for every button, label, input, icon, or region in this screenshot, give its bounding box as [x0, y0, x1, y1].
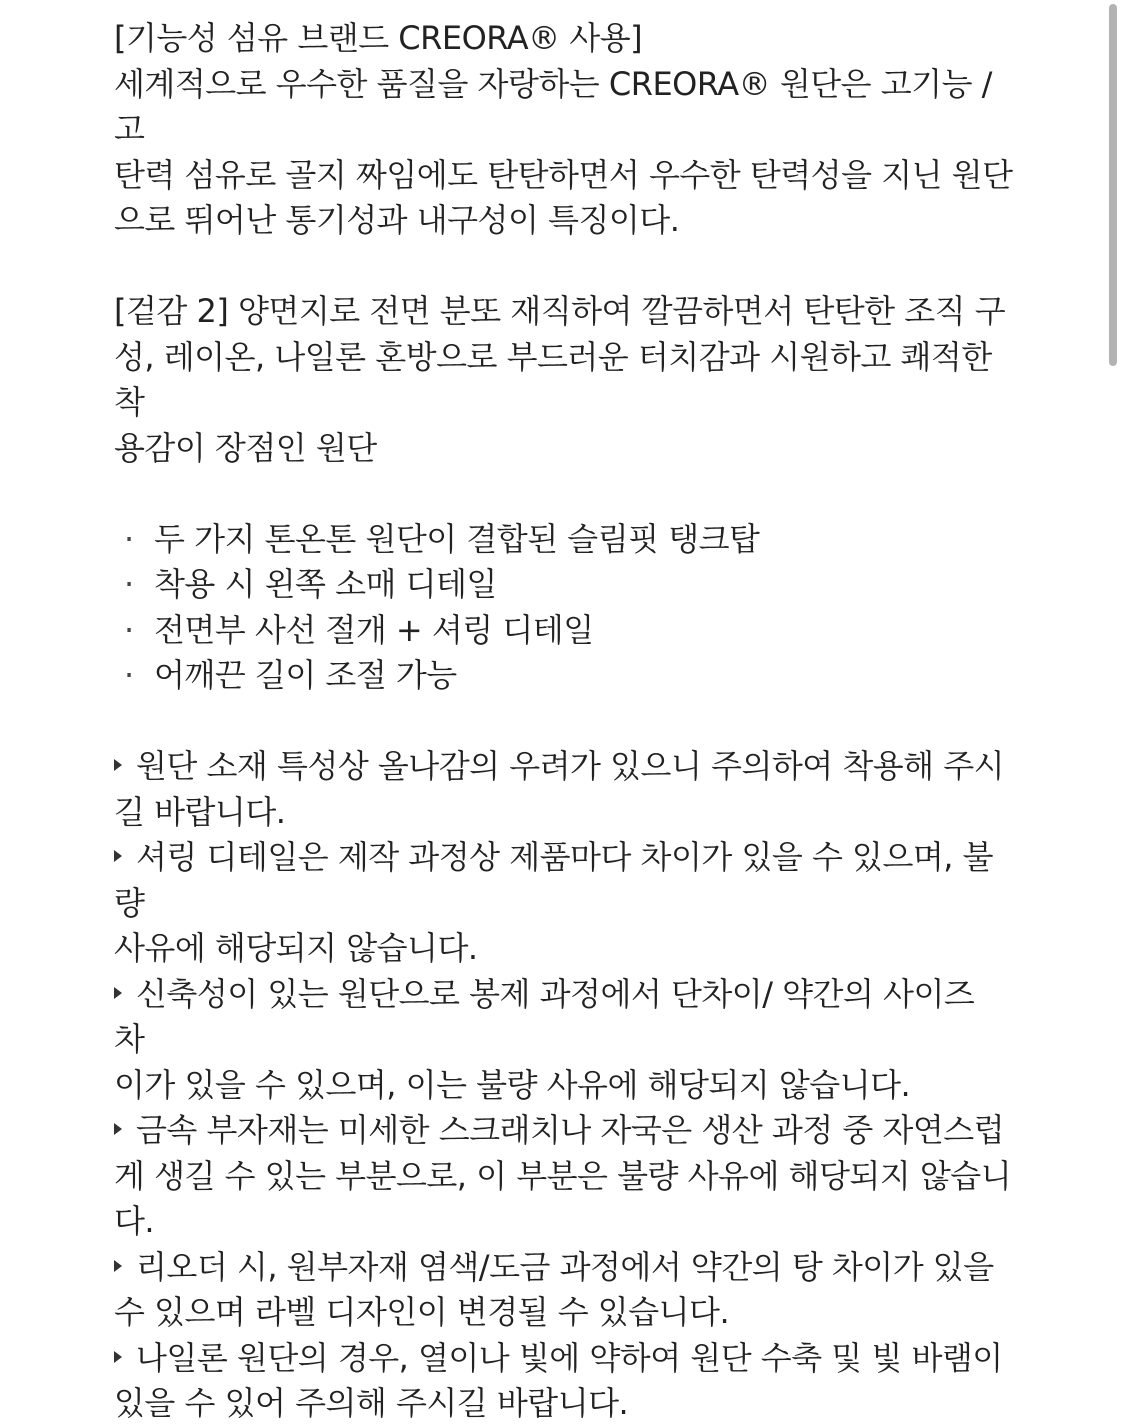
triangle-bullet-icon [114, 850, 122, 862]
note-text: 금속 부자재는 미세한 스크래치나 자국은 생산 과정 중 자연스럽 게 생길 수 있는 부분으로, 이 부분은 불량 사유에 해당되지 않습니 다. [114, 1111, 1012, 1240]
spacer [114, 699, 1014, 745]
note-item [114, 972, 1014, 1109]
bullet-dot-icon: · [124, 519, 134, 558]
feature-item [114, 562, 1014, 608]
note-text: 신축성이 있는 원단으로 봉제 과정에서 단차이/ 약간의 사이즈 차 이가 있을 수 있으며, 이는 불량 사유에 해당되지 않습니다. [114, 974, 975, 1104]
note-item [114, 1245, 1014, 1336]
scrollbar-thumb[interactable] [1109, 4, 1117, 366]
feature-text: 전면부 사선 절개 + 셔링 디테일 [154, 610, 594, 649]
note-item [114, 835, 1014, 972]
feature-list [114, 517, 1014, 699]
triangle-bullet-icon [114, 759, 122, 771]
feature-item [114, 653, 1014, 699]
note-text: 셔링 디테일은 제작 과정상 제품마다 차이가 있을 수 있으며, 불량 사유에 해당되지 않습니다. [114, 838, 994, 967]
bullet-dot-icon: · [124, 610, 134, 649]
scrollbar[interactable] [1103, 0, 1125, 1274]
bullet-dot-icon: · [124, 565, 134, 603]
feature-item [114, 517, 1014, 563]
spacer [114, 471, 1014, 517]
note-item [114, 1108, 1014, 1245]
triangle-bullet-icon [114, 987, 122, 999]
note-item [114, 744, 1014, 835]
feature-text: 착용 시 왼쪽 소매 디테일 [154, 565, 497, 603]
care-notes [114, 744, 1014, 1427]
feature-item [114, 608, 1014, 654]
product-description [114, 16, 1014, 1427]
triangle-bullet-icon [114, 1351, 122, 1363]
note-text: 리오더 시, 원부자재 염색/도금 과정에서 약간의 탕 차이가 있을 수 있으며 라벨 디자인이 변경될 수 있습니다. [114, 1247, 994, 1331]
feature-text: 두 가지 톤온톤 원단이 결합된 슬림핏 탱크탑 [154, 519, 760, 558]
spacer [114, 244, 1014, 290]
note-text: 원단 소재 특성상 올나감의 우려가 있으니 주의하여 착용해 주시 길 바랍니다. [114, 747, 1005, 831]
intro-body: 세계적으로 우수한 품질을 자랑하는 CREORA® 원단은 고기능 / 고 탄력 섬유로 골지 짜임에도 탄탄하면서 우수한 탄력성을 지닌 원단 으로 뛰어난 통기성과 내구성이 특징이다. [114, 64, 1013, 239]
triangle-bullet-icon [114, 1123, 122, 1135]
outer-fabric-description: [겉감 2] 양면지로 전면 분또 재직하여 깔끔하면서 탄탄한 조직 구 성, 레이온, 나일론 혼방으로 부드러운 터치감과 시원하고 쾌적한 착 용감이 장점인 원단 [114, 292, 1006, 467]
note-item [114, 1336, 1014, 1427]
triangle-bullet-icon [114, 1260, 122, 1272]
feature-text: 어깨끈 길이 조절 가능 [154, 656, 457, 694]
intro-heading: [기능성 섬유 브랜드 CREORA® 사용] [114, 19, 643, 57]
bullet-dot-icon: · [124, 656, 134, 694]
note-text: 나일론 원단의 경우, 열이나 빛에 약하여 원단 수축 및 빛 바램이 있을 수 있어 주의해 주시길 바랍니다. [114, 1338, 1003, 1422]
